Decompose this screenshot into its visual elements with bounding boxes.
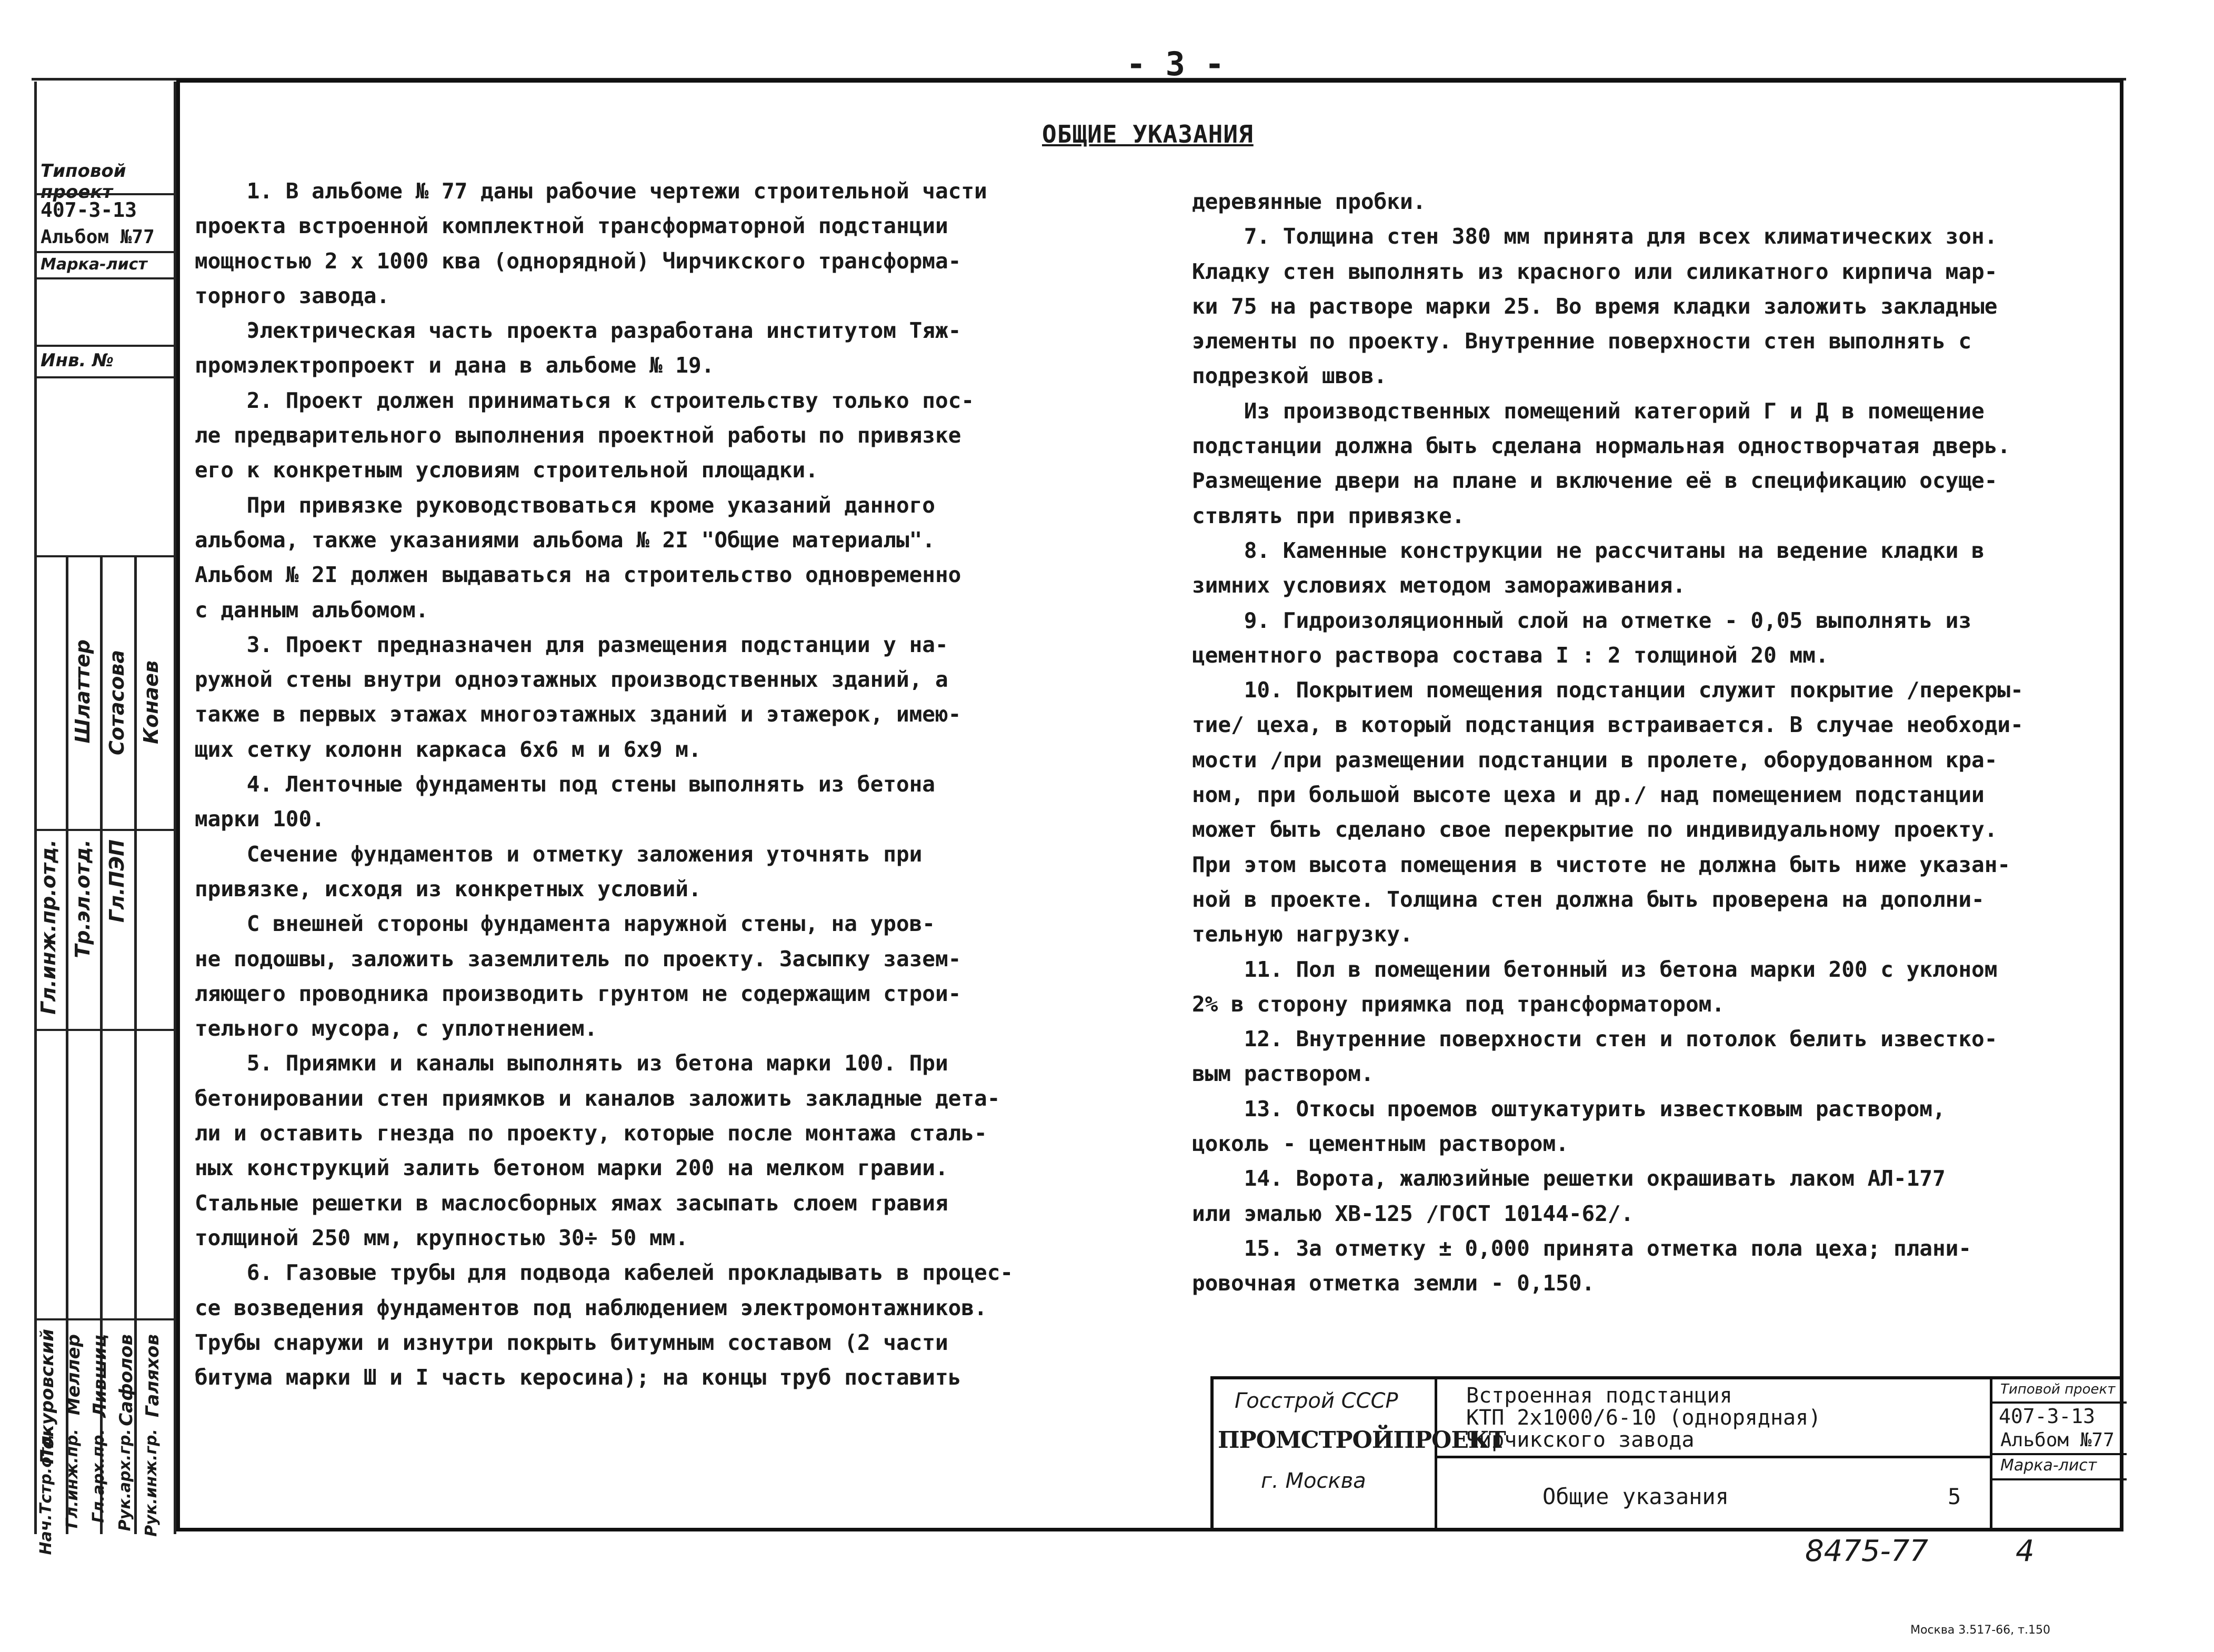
strip-name-2: Меллер <box>63 1334 84 1416</box>
footer-print-info: Москва 3.517-66, т.150 <box>1910 1624 2050 1637</box>
strip-project-code: 407-3-13 <box>41 198 137 222</box>
strip-name-4: Сафолов <box>116 1334 137 1426</box>
text-line: не подошвы, заложить заземлитель по проекту. Засыпку зазем- <box>195 946 961 972</box>
text-line: ли и оставить гнезда по проекту, которые после монтажа сталь- <box>195 1120 987 1146</box>
text-line: 9. Гидроизоляционный слой на отметке - 0,05 выполнять из <box>1192 607 1972 633</box>
text-line: се возведения фундаментов под наблюдением электромонтажников. <box>195 1295 987 1320</box>
text-line: мости /при размещении подстанции в пролете, оборудованном кра- <box>1192 747 1998 773</box>
page-title: ОБЩИЕ УКАЗАНИЯ <box>1042 120 1254 148</box>
text-line: 12. Внутренние поверхности стен и потолок белить известко- <box>1192 1026 1998 1052</box>
text-line: 10. Покрытием помещения подстанции служит покрытие /перекры- <box>1192 677 2023 703</box>
text-line: альбома, также указаниями альбома № 2I "Общие материалы". <box>195 527 935 553</box>
code-number: 407-3-13 <box>1999 1405 2096 1428</box>
text-line: марки 100. <box>195 806 325 832</box>
right-text-column <box>1192 184 2087 1301</box>
text-line: Из производственных помещений категорий Г и Д в помещение <box>1192 398 1985 424</box>
text-line: толщиной 250 мм, крупностью 30÷ 50 мм. <box>195 1225 688 1250</box>
desc-line-2: КТП 2х1000/6-10 (однорядная) <box>1466 1406 1821 1430</box>
text-line: элементы по проекту. Внутренние поверхности стен выполнять с <box>1192 328 1972 354</box>
text-line: зимних условиях методом замораживания. <box>1192 573 1686 598</box>
text-line: тельную нагрузку. <box>1192 922 1413 947</box>
text-line: При привязке руководствоваться кроме указаний данного <box>195 492 935 518</box>
sheet-mark: 5 <box>1948 1484 1961 1509</box>
text-line: При этом высота помещения в чистоте не должна быть ниже указан- <box>1192 852 2011 877</box>
title-block-org <box>1214 1379 1506 1529</box>
text-line: ляющего проводника производить грунтом не содержащим строи- <box>195 980 961 1006</box>
text-line: битума марки Ш и I часть керосина); на концы труб поставить <box>195 1365 961 1390</box>
text-line: привязке, исходя из конкретных условий. <box>195 876 702 902</box>
text-line: 13. Откосы проемов оштукатурить известковым раствором, <box>1192 1096 1946 1122</box>
desc-line-1: Встроенная подстанция <box>1466 1384 1732 1408</box>
title-block-description <box>1437 1379 1992 1529</box>
footer-sheet: 4 <box>2016 1534 2035 1568</box>
text-line: щих сетку колонн каркаса 6х6 м и 6х9 м. <box>195 736 702 762</box>
text-line: ки 75 на растворе марки 25. Во время кладки заложить закладные <box>1192 293 1998 319</box>
text-line: торного завода. <box>195 283 390 308</box>
text-line: 14. Ворота, жалюзийные решетки окрашивать лаком АЛ-177 <box>1192 1166 1946 1192</box>
text-line: или эмалью ХВ-125 /ГОСТ 10144-62/. <box>1192 1200 1634 1226</box>
text-line: ных конструкций залить бетоном марки 200 на мелком гравии. <box>195 1155 948 1181</box>
org-institute: ПРОМСТРОЙПРОЕКТ <box>1218 1427 1506 1454</box>
text-line: 15. За отметку ± 0,000 принята отметка пола цеха; плани- <box>1192 1235 1972 1261</box>
strip-name2-1: Шлаттер <box>71 639 94 744</box>
text-line: деревянные пробки. <box>1192 189 1426 214</box>
strip-name-3: Лившиц <box>89 1334 111 1418</box>
strip-position-3: Гл.ПЭП <box>105 839 128 923</box>
strip-album: Альбом №77 <box>41 226 155 248</box>
text-line: С внешней стороны фундамента наружной стены, на уров- <box>195 911 935 937</box>
text-line: промэлектропроект и дана в альбоме № 19. <box>195 353 715 378</box>
text-line: 11. Пол в помещении бетонный из бетона марки 200 с уклоном <box>1192 956 1998 982</box>
text-line: Трубы снаружи и изнутри покрыть битумным составом (2 части <box>195 1329 948 1355</box>
text-line: может быть сделано свое перекрытие по индивидуальному проекту. <box>1192 817 1998 843</box>
strip-role-1: Нач.Тстр.отд. <box>37 1429 55 1555</box>
text-line: 6. Газовые трубы для подвода кабелей прокладывать в процес- <box>195 1260 1014 1286</box>
code-type: Типовой проект <box>2000 1381 2116 1397</box>
text-line: Альбом № 2I должен выдаваться на строительство одновременно <box>195 562 961 588</box>
strip-mark-sheet: Марка-лист <box>41 255 147 274</box>
title-block <box>1210 1376 2123 1529</box>
text-line: проекта встроенной комплектной трансформаторной подстанции <box>195 213 948 239</box>
strip-inv-no: Инв. № <box>41 350 114 371</box>
text-line: ровочная отметка земли - 0,150. <box>1192 1270 1595 1296</box>
text-line: цементного раствора состава I : 2 толщиной 20 мм. <box>1192 642 1829 668</box>
text-line: ном, при большой высоте цеха и др./ над помещением подстанции <box>1192 782 1985 808</box>
strip-name2-3: Конаев <box>139 660 163 744</box>
text-line: 2. Проект должен приниматься к строительству только пос- <box>195 387 975 413</box>
strip-role-4: Рук.арх.гр. <box>116 1429 134 1531</box>
text-line: Размещение двери на плане и включение её в спецификацию осуще- <box>1192 468 1998 494</box>
page-number: - 3 - <box>1126 45 1225 83</box>
strip-type-label: Типовой проект <box>41 161 126 203</box>
text-line: ствлять при привязке. <box>1192 503 1465 528</box>
code-mark-sheet: Марка-лист <box>2000 1456 2097 1475</box>
text-line: его к конкретным условиям строительной площадки. <box>195 457 818 483</box>
org-ministry: Госстрой СССР <box>1235 1389 1398 1413</box>
strip-role-2: Гл.инж.пр. <box>63 1429 82 1529</box>
strip-name-5: Галяхов <box>142 1334 163 1418</box>
text-line: бетонировании стен приямков и каналов заложить закладные дета- <box>195 1085 1000 1111</box>
strip-name-1: Покуровский <box>37 1329 58 1465</box>
left-stamp-strip <box>34 82 176 1555</box>
strip-role-3: Гл.арх.пр. <box>89 1429 108 1523</box>
text-line: с данным альбомом. <box>195 597 429 623</box>
text-line: ле предварительного выполнения проектной работы по привязке <box>195 423 961 448</box>
text-line: 4. Ленточные фундаменты под стены выполнять из бетона <box>195 772 935 797</box>
strip-role-5: Рук.инж.гр. <box>142 1429 161 1537</box>
text-line: тельного мусора, с уплотнением. <box>195 1016 598 1042</box>
sheet-title: Общие указания <box>1542 1484 1729 1509</box>
text-line: ной в проекте. Толщина стен должна быть проверена на дополни- <box>1192 886 1985 912</box>
text-line: мощностью 2 х 1000 ква (однорядной) Чирчикского трансформа- <box>195 248 961 274</box>
text-line: подстанции должна быть сделана нормальная одностворчатая дверь. <box>1192 433 2011 459</box>
text-line: подрезкой швов. <box>1192 363 1387 389</box>
strip-name2-2: Сотасова <box>105 650 128 755</box>
desc-line-3: Чирчикского завода <box>1466 1428 1695 1452</box>
strip-position-2: Тр.эл.отд. <box>71 839 94 958</box>
text-line: 7. Толщина стен 380 мм принята для всех климатических зон. <box>1192 224 1998 249</box>
text-line: Электрическая часть проекта разработана институтом Тяж- <box>195 318 961 344</box>
text-line: 1. В альбоме № 77 даны рабочие чертежи строительной части <box>195 178 987 204</box>
strip-position-1: Гл.инж.пр.отд. <box>37 839 60 1015</box>
text-line: цоколь - цементным раствором. <box>1192 1131 1569 1157</box>
footer-number: 8475-77 <box>1805 1534 1928 1568</box>
text-line: также в первых этажах многоэтажных зданий и этажерок, имею- <box>195 702 961 727</box>
code-album: Альбом №77 <box>2000 1429 2115 1451</box>
text-line: Сечение фундаментов и отметку заложения уточнять при <box>195 841 923 867</box>
text-line: ружной стены внутри одноэтажных производственных зданий, а <box>195 667 948 693</box>
org-city: г. Москва <box>1261 1469 1366 1493</box>
text-line: Стальные решетки в маслосборных ямах засыпать слоем гравия <box>195 1190 948 1216</box>
text-line: 2% в сторону приямка под трансформатором. <box>1192 991 1725 1017</box>
text-line: тие/ цеха, в который подстанция встраивается. В случае необходи- <box>1192 712 2023 738</box>
text-line: 8. Каменные конструкции не рассчитаны на ведение кладки в <box>1192 537 1985 563</box>
text-line: 5. Приямки и каналы выполнять из бетона марки 100. При <box>195 1050 948 1076</box>
text-line: 3. Проект предназначен для размещения подстанции у на- <box>195 632 948 657</box>
title-block-code <box>1992 1379 2127 1529</box>
left-text-column <box>195 174 1100 1395</box>
text-line: вым раствором. <box>1192 1061 1374 1087</box>
text-line: Кладку стен выполнять из красного или силикатного кирпича мар- <box>1192 258 1998 284</box>
